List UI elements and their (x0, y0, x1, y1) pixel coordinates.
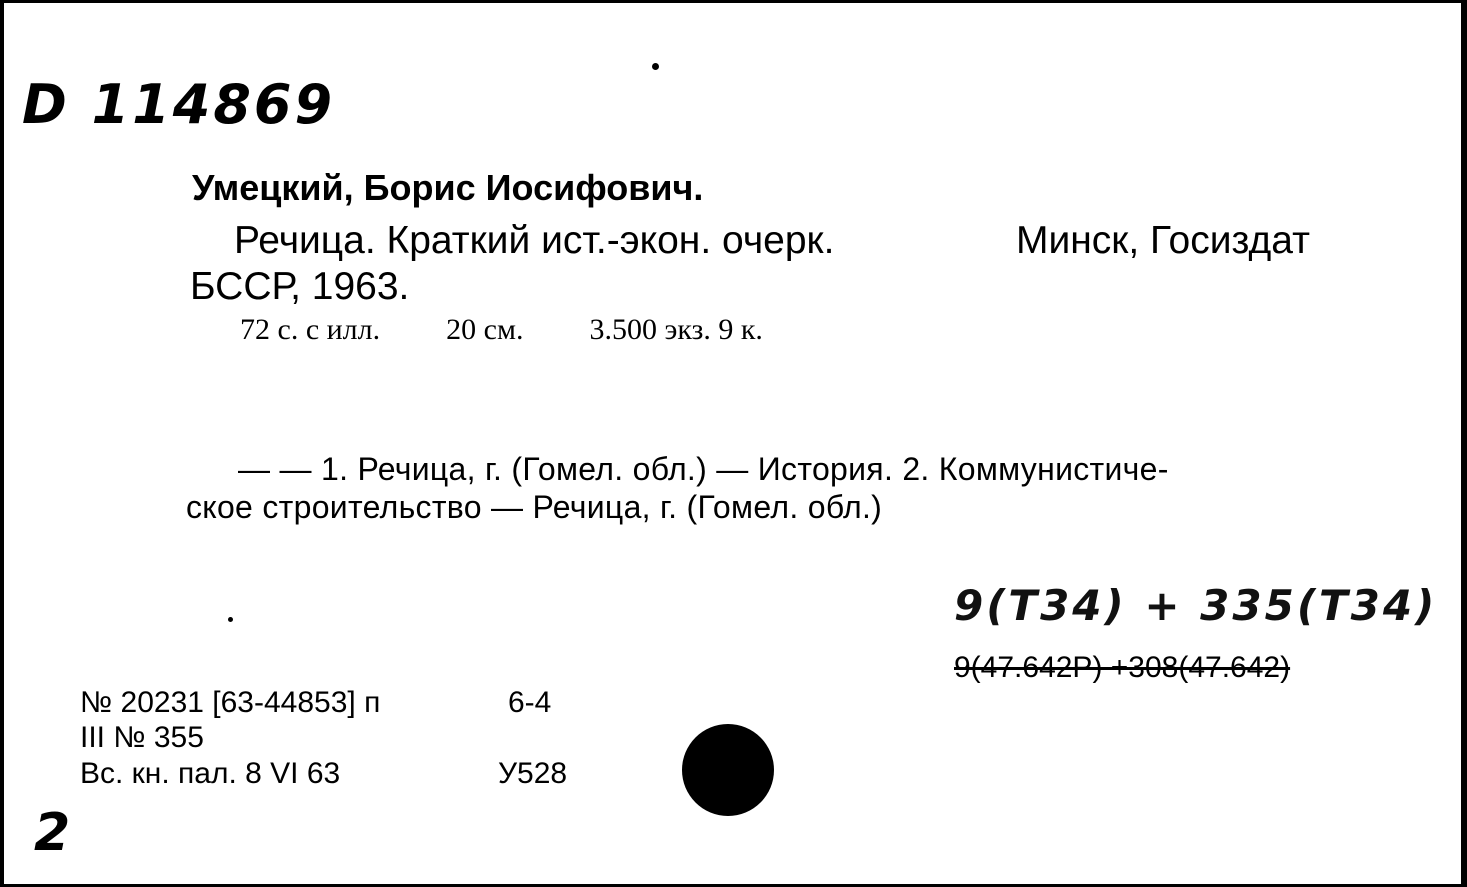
speck (652, 63, 659, 70)
handwritten-mark: 2 (34, 803, 71, 863)
imprint-code-1: 6-4 (508, 686, 552, 719)
publisher-line-1: Минск, Госиздат (1016, 219, 1311, 262)
imprint-line-1: № 20231 [63-44853] п (80, 686, 381, 719)
subject-headings-line-1: — — 1. Речица, г. (Гомел. обл.) — История. 2. Коммунистиче- (238, 451, 1169, 487)
call-number: D 114869 (22, 73, 336, 136)
book-title: Речица. Краткий ист.-экон. очерк. (234, 219, 835, 262)
subject-headings-line-2: ское строительство — Речица, г. (Гомел. обл.) (186, 489, 883, 525)
print-run: 3.500 экз. 9 к. (589, 313, 763, 346)
imprint-line-3: Вс. кн. пал. 8 VI 63 (80, 757, 341, 790)
punch-hole (682, 724, 774, 816)
imprint-line-2: III № 355 (80, 721, 204, 754)
page-count: 72 с. с илл. (240, 313, 381, 346)
publisher-line-2: БССР, 1963. (190, 265, 410, 308)
author-name: Умецкий, Борис Иосифович. (192, 167, 704, 208)
imprint-code-2: У528 (498, 757, 568, 790)
classification-printed: 9(47.642Р) +308(47.642) (954, 651, 1291, 684)
speck (228, 617, 233, 622)
classification-handwritten: 9(Т34) + 335(Т34) (954, 581, 1438, 630)
book-size: 20 см. (446, 313, 524, 346)
physical-description (240, 313, 763, 347)
